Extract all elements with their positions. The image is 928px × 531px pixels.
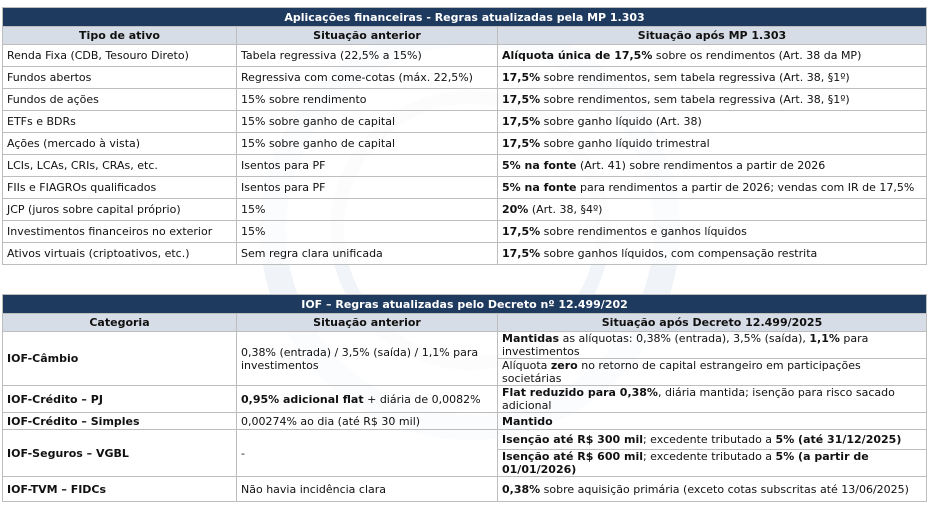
before-cell: 15% sobre ganho de capital <box>237 133 498 155</box>
asset-cell: LCIs, LCAs, CRIs, CRAs, etc. <box>3 155 237 177</box>
column-header: Situação após MP 1.303 <box>498 27 927 45</box>
table-row <box>3 221 927 243</box>
before-cell: 0,38% (entrada) / 3,5% (saída) / 1,1% para investimentos <box>237 332 498 386</box>
after-cell: 17,5% sobre rendimentos e ganhos líquidos <box>498 221 927 243</box>
after-cell: 0,38% sobre aquisição primária (exceto cotas subscritas até 13/06/2025) <box>498 477 927 502</box>
after-cell: 17,5% sobre rendimentos, sem tabela regressiva (Art. 38, §1º) <box>498 89 927 111</box>
before-cell: 15% sobre rendimento <box>237 89 498 111</box>
column-header: Situação após Decreto 12.499/2025 <box>498 314 927 332</box>
asset-cell: Ações (mercado à vista) <box>3 133 237 155</box>
asset-cell: Fundos de ações <box>3 89 237 111</box>
table-row <box>3 243 927 265</box>
asset-cell: Fundos abertos <box>3 67 237 89</box>
after-cell: Mantido <box>498 413 927 430</box>
table-row <box>3 133 927 155</box>
asset-cell: Renda Fixa (CDB, Tesouro Direto) <box>3 45 237 67</box>
table-row <box>3 111 927 133</box>
category-cell: IOF-Crédito – Simples <box>3 413 237 430</box>
column-header: Categoria <box>3 314 237 332</box>
table-row <box>3 332 927 359</box>
before-cell: 15% sobre ganho de capital <box>237 111 498 133</box>
table-row <box>3 199 927 221</box>
table-title: IOF – Regras atualizadas pelo Decreto nº 12.499/202 <box>3 295 927 314</box>
category-cell: IOF-Câmbio <box>3 332 237 386</box>
after-cell: Isenção até R$ 300 mil; excedente tributado a 5% (até 31/12/2025) <box>498 430 927 450</box>
before-cell: Tabela regressiva (22,5% a 15%) <box>237 45 498 67</box>
table-title: Aplicações financeiras - Regras atualizadas pela MP 1.303 <box>3 8 927 27</box>
table-row <box>3 45 927 67</box>
after-cell: Alíquota zero no retorno de capital estrangeiro em participações societárias <box>498 359 927 386</box>
table-row <box>3 413 927 430</box>
category-cell: IOF-TVM – FIDCs <box>3 477 237 502</box>
table-row <box>3 155 927 177</box>
asset-cell: JCP (juros sobre capital próprio) <box>3 199 237 221</box>
financial-investments-table <box>2 7 927 265</box>
before-cell: - <box>237 430 498 477</box>
asset-cell: ETFs e BDRs <box>3 111 237 133</box>
after-cell: 17,5% sobre rendimentos, sem tabela regressiva (Art. 38, §1º) <box>498 67 927 89</box>
column-header: Situação anterior <box>237 27 498 45</box>
table-row <box>3 67 927 89</box>
table-row <box>3 430 927 450</box>
after-cell: Flat reduzido para 0,38%, diária mantida; isenção para risco sacado adicional <box>498 386 927 413</box>
column-header: Situação anterior <box>237 314 498 332</box>
after-cell: 20% (Art. 38, §4º) <box>498 199 927 221</box>
iof-table <box>2 294 927 502</box>
table-row <box>3 477 927 502</box>
asset-cell: Ativos virtuais (criptoativos, etc.) <box>3 243 237 265</box>
table-row <box>3 89 927 111</box>
before-cell: Não havia incidência clara <box>237 477 498 502</box>
before-cell: 15% <box>237 221 498 243</box>
table-row <box>3 177 927 199</box>
asset-cell: Investimentos financeiros no exterior <box>3 221 237 243</box>
asset-cell: FIIs e FIAGROs qualificados <box>3 177 237 199</box>
before-cell: Isentos para PF <box>237 155 498 177</box>
category-cell: IOF-Crédito – PJ <box>3 386 237 413</box>
after-cell: Alíquota única de 17,5% sobre os rendimentos (Art. 38 da MP) <box>498 45 927 67</box>
after-cell: Mantidas as alíquotas: 0,38% (entrada), 3,5% (saída), 1,1% para investimentos <box>498 332 927 359</box>
before-cell: Sem regra clara unificada <box>237 243 498 265</box>
after-cell: 5% na fonte para rendimentos a partir de 2026; vendas com IR de 17,5% <box>498 177 927 199</box>
before-cell: Isentos para PF <box>237 177 498 199</box>
after-cell: Isenção até R$ 600 mil; excedente tributado a 5% (a partir de 01/01/2026) <box>498 450 927 477</box>
before-cell: 0,95% adicional flat + diária de 0,0082% <box>237 386 498 413</box>
after-cell: 17,5% sobre ganho líquido (Art. 38) <box>498 111 927 133</box>
before-cell: Regressiva com come-cotas (máx. 22,5%) <box>237 67 498 89</box>
category-cell: IOF-Seguros – VGBL <box>3 430 237 477</box>
table-row <box>3 386 927 413</box>
before-cell: 0,00274% ao dia (até R$ 30 mil) <box>237 413 498 430</box>
after-cell: 5% na fonte (Art. 41) sobre rendimentos a partir de 2026 <box>498 155 927 177</box>
after-cell: 17,5% sobre ganhos líquidos, com compensação restrita <box>498 243 927 265</box>
after-cell: 17,5% sobre ganho líquido trimestral <box>498 133 927 155</box>
column-header: Tipo de ativo <box>3 27 237 45</box>
before-cell: 15% <box>237 199 498 221</box>
